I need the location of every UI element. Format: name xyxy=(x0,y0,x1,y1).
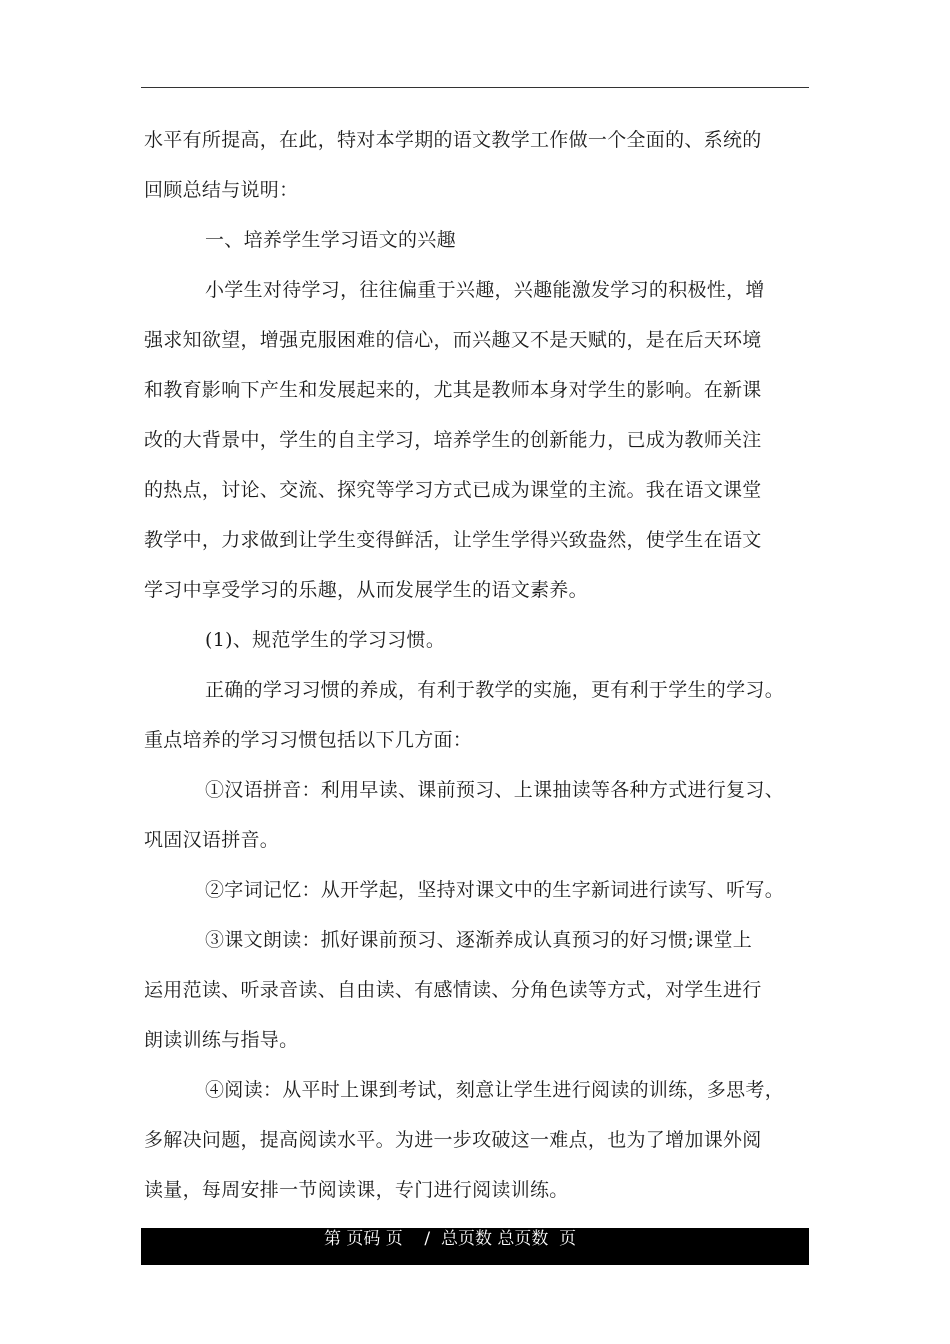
body-line: 改的大背景中，学生的自主学习，培养学生的创新能力，已成为教师关注 xyxy=(144,429,762,451)
body-line: 重点培养的学习习惯包括以下几方面： xyxy=(144,729,473,751)
body-line: 水平有所提高，在此，特对本学期的语文教学工作做一个全面的、系统的 xyxy=(144,129,762,151)
body-line: 运用范读、听录音读、自由读、有感情读、分角色读等方式，对学生进行 xyxy=(144,979,762,1001)
body-line: 和教育影响下产生和发展起来的，尤其是教师本身对学生的影响。在新课 xyxy=(144,379,762,401)
body-line: 的热点，讨论、交流、探究等学习方式已成为课堂的主流。我在语文课堂 xyxy=(144,479,762,501)
body-line: 巩固汉语拼音。 xyxy=(144,829,280,851)
document-body xyxy=(144,115,808,1215)
page-footer xyxy=(141,1228,809,1265)
list-item: ②字词记忆：从开学起，坚持对课文中的生字新词进行读写、听写。 xyxy=(205,879,785,901)
body-line: 读量，每周安排一节阅读课，专门进行阅读训练。 xyxy=(144,1179,569,1201)
list-item: ③课文朗读：抓好课前预习、逐渐养成认真预习的好习惯;课堂上 xyxy=(205,929,753,951)
body-line: 小学生对待学习，往往偏重于兴趣，兴趣能激发学习的积极性，增 xyxy=(205,279,765,301)
list-item: ④阅读：从平时上课到考试，刻意让学生进行阅读的训练，多思考， xyxy=(205,1079,785,1101)
body-line: 强求知欲望，增强克服困难的信心，而兴趣又不是天赋的，是在后天环境 xyxy=(144,329,762,351)
page-number-text: 第 页码 页 / 总页数 总页数 页 xyxy=(324,1229,577,1249)
body-line: 教学中，力求做到让学生变得鲜活，让学生学得兴致盎然，使学生在语文 xyxy=(144,529,762,551)
body-line: 正确的学习习惯的养成，有利于教学的实施，更有利于学生的学习。 xyxy=(205,679,785,701)
subsection-heading: (1)、规范学生的学习习惯。 xyxy=(205,629,446,651)
body-line: 回顾总结与说明： xyxy=(144,179,299,201)
list-item: ①汉语拼音：利用早读、课前预习、上课抽读等各种方式进行复习、 xyxy=(205,779,785,801)
body-line: 多解决问题，提高阅读水平。为进一步攻破这一难点，也为了增加课外阅 xyxy=(144,1129,762,1151)
section-heading: 一、培养学生学习语文的兴趣 xyxy=(205,229,456,251)
header-rule xyxy=(141,87,809,88)
body-line: 朗读训练与指导。 xyxy=(144,1029,299,1051)
body-line: 学习中享受学习的乐趣，从而发展学生的语文素养。 xyxy=(144,579,588,601)
